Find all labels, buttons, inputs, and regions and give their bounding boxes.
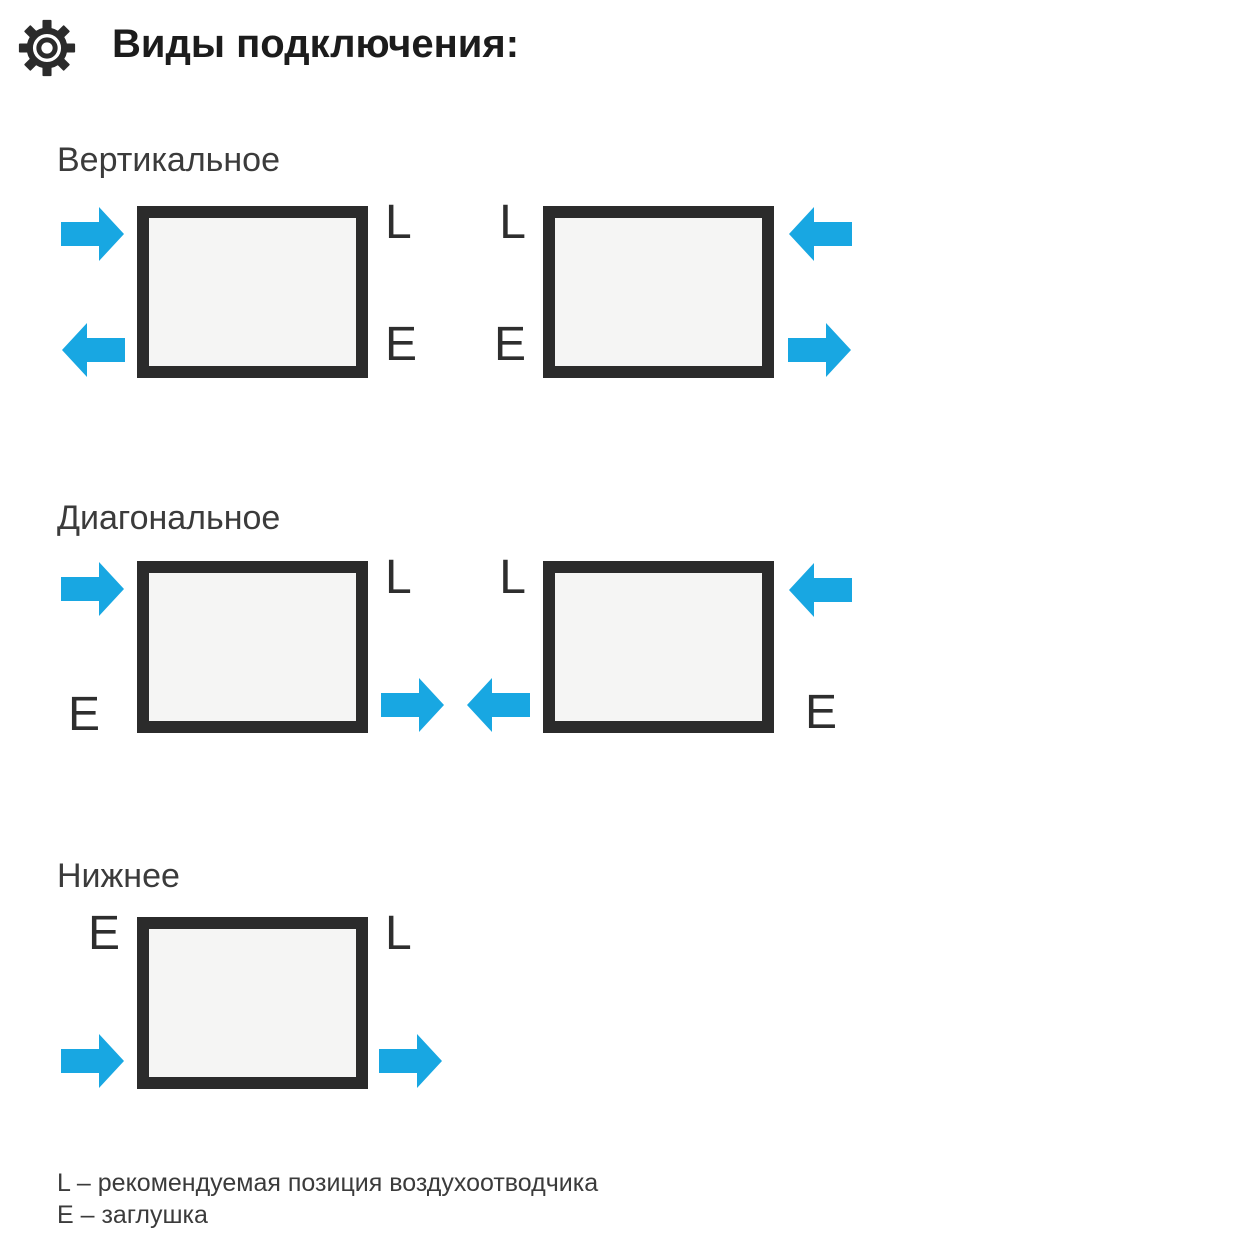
- vertical-right-supply-arrow-icon: [788, 206, 852, 262]
- diagonal-right-label-bottom-right: E: [805, 686, 838, 739]
- vertical-left-label-top-right: L: [385, 196, 412, 249]
- vertical-left-supply-arrow-icon: [61, 206, 125, 262]
- vertical-left-return-arrow-icon: [61, 322, 125, 378]
- diagonal-left-radiator: [137, 561, 368, 733]
- diagonal-right-label-top-left: L: [499, 551, 526, 604]
- vertical-right-return-arrow-icon: [788, 322, 852, 378]
- legend-line-e: E – заглушка: [57, 1201, 208, 1229]
- vertical-right-label-bottom-left: E: [493, 318, 526, 371]
- section-heading-vertical: Вертикальное: [57, 141, 280, 179]
- vertical-left-radiator: [137, 206, 368, 378]
- vertical-right-label-top-left: L: [499, 196, 526, 249]
- vertical-left-label-bottom-right: E: [385, 318, 418, 371]
- gear-icon: [18, 18, 76, 78]
- legend: [57, 1167, 598, 1231]
- diagonal-left-label-top-right: L: [385, 551, 412, 604]
- page-title: Виды подключения:: [112, 22, 520, 66]
- section-heading-diagonal: Диагональное: [57, 499, 281, 537]
- bottom-label-top-right: L: [385, 907, 412, 960]
- bottom-label-top-left: E: [87, 907, 120, 960]
- bottom-supply-arrow-icon: [61, 1033, 125, 1089]
- legend-line-l: L – рекомендуемая позиция воздухоотводчика: [57, 1169, 599, 1197]
- diagonal-right-supply-arrow-icon: [788, 562, 852, 618]
- diagonal-right-radiator: [543, 561, 774, 733]
- section-heading-bottom: Нижнее: [57, 857, 180, 895]
- diagonal-right-return-arrow-icon: [466, 677, 530, 733]
- diagonal-left-label-bottom-left: E: [68, 688, 101, 741]
- diagonal-left-supply-arrow-icon: [61, 561, 125, 617]
- vertical-right-radiator: [543, 206, 774, 378]
- bottom-return-arrow-icon: [379, 1033, 443, 1089]
- bottom-radiator: [137, 917, 368, 1089]
- diagonal-left-return-arrow-icon: [381, 677, 445, 733]
